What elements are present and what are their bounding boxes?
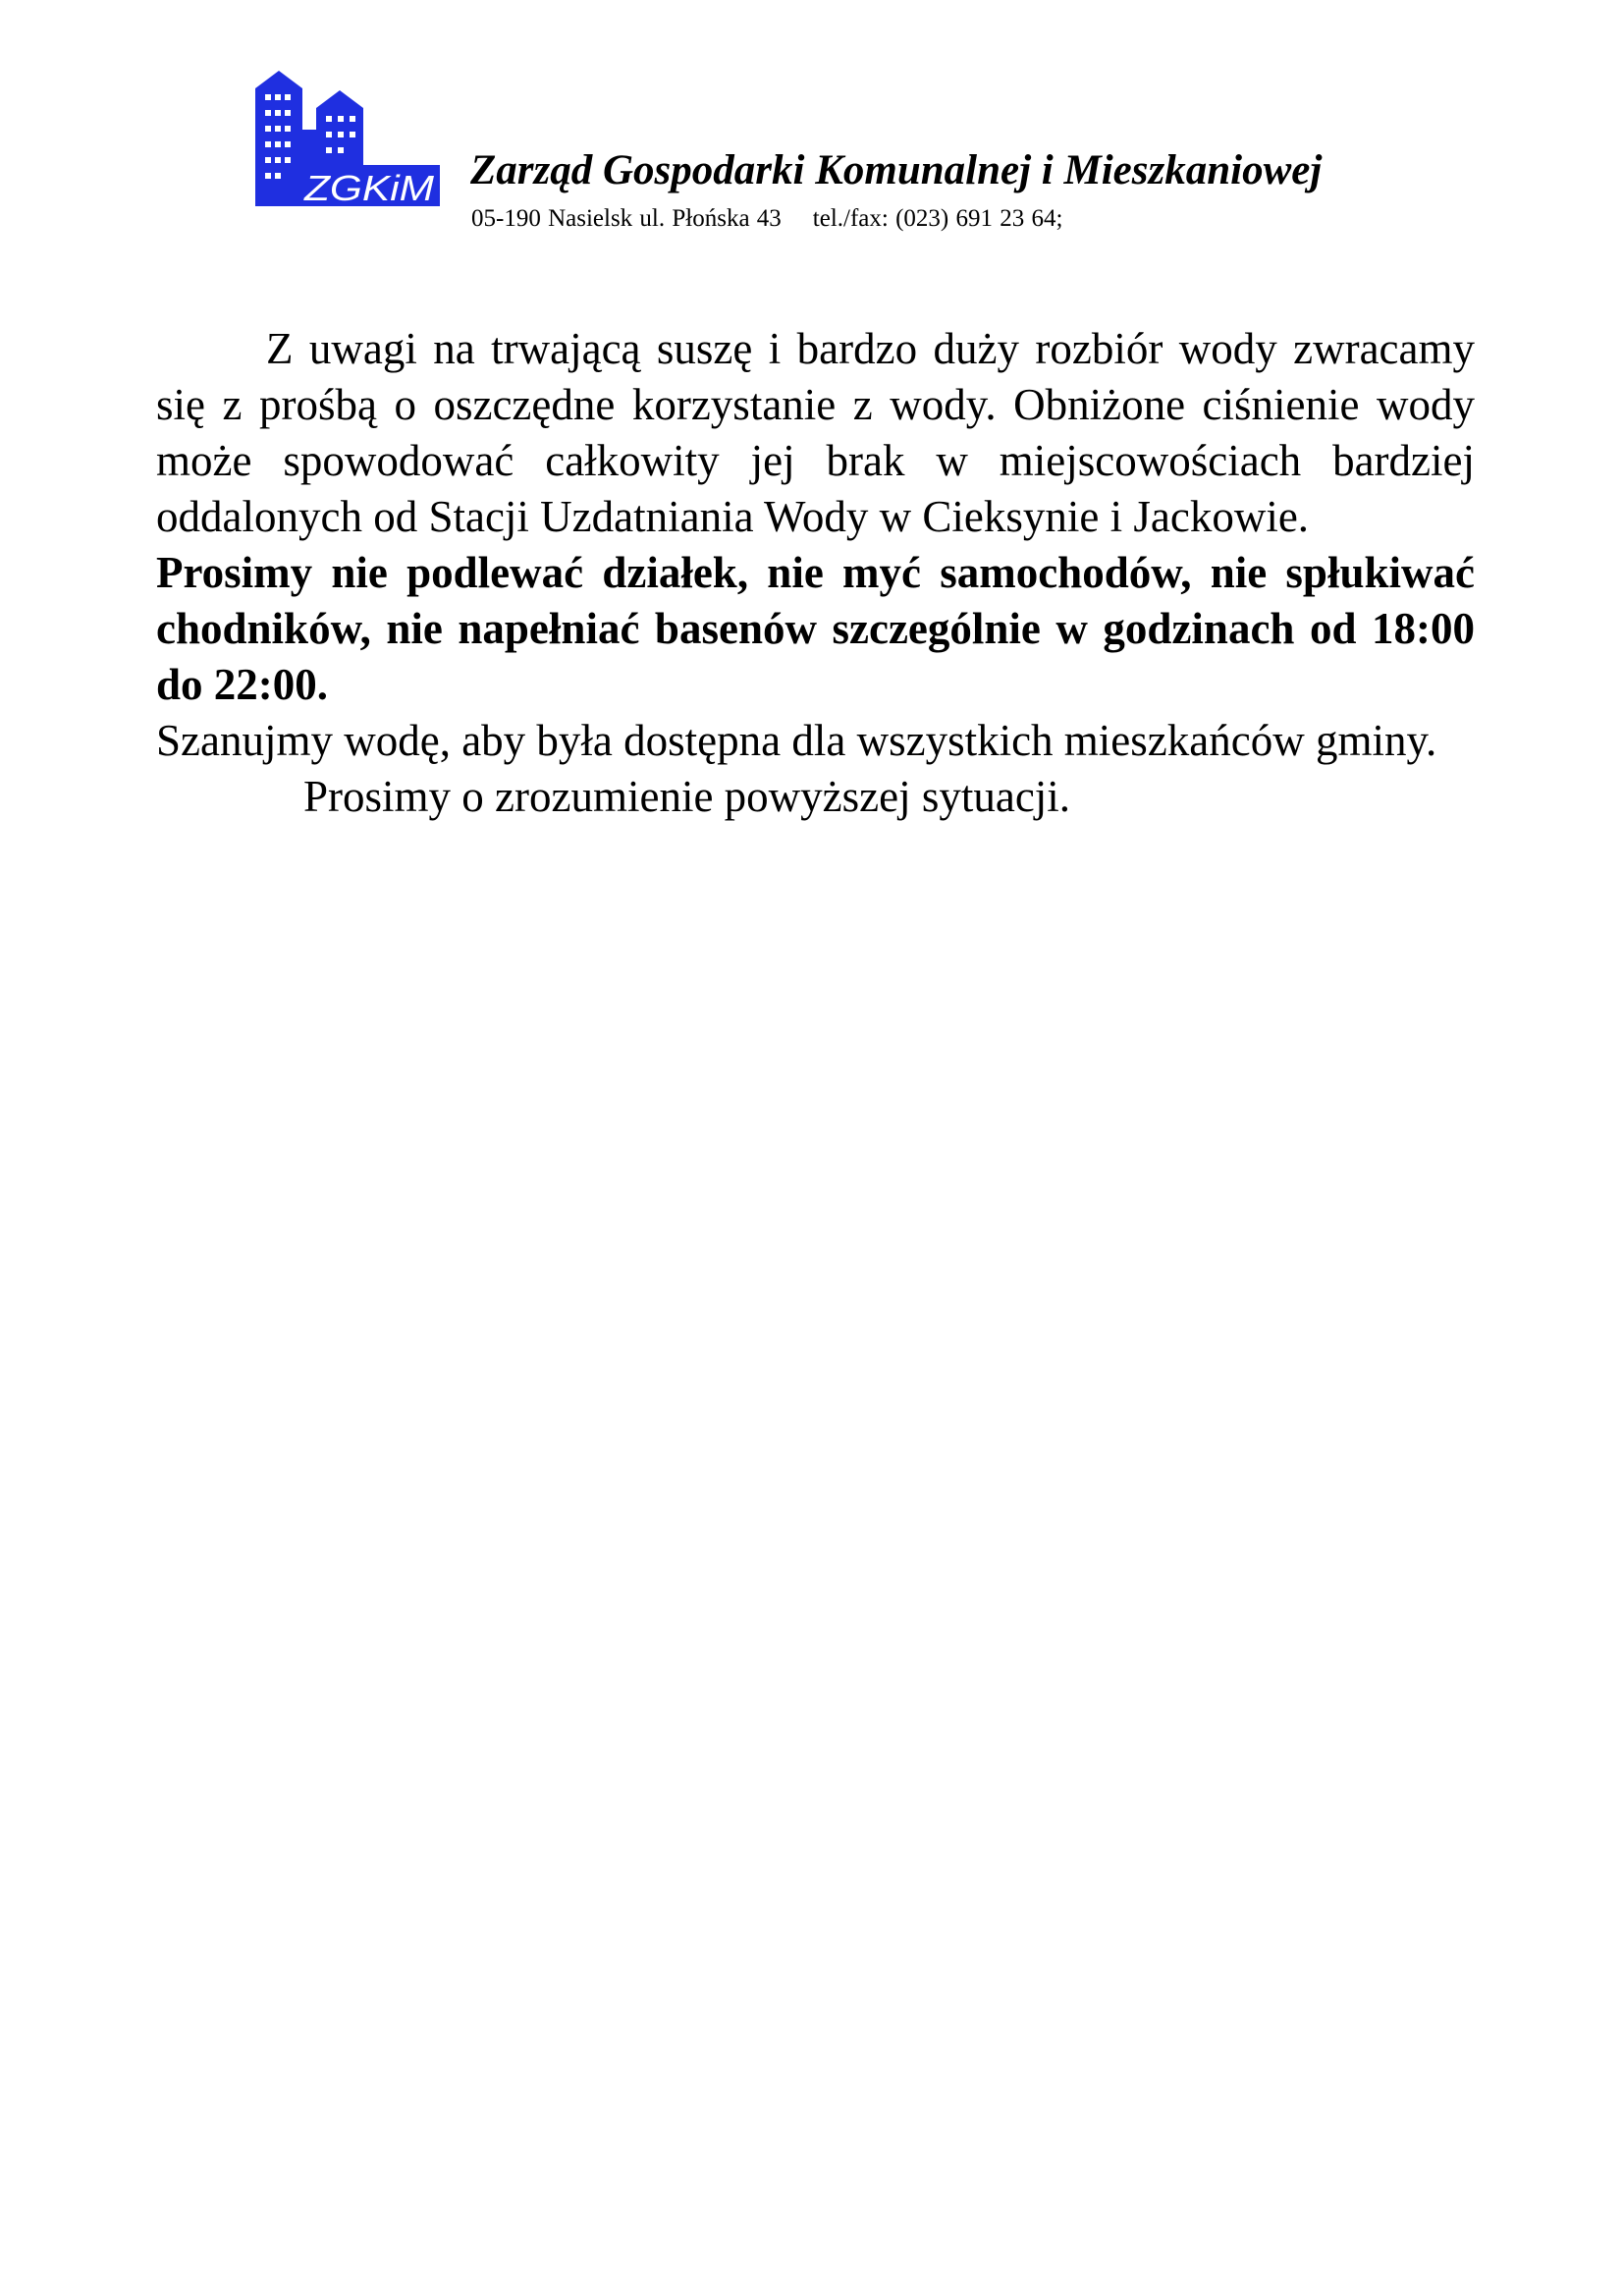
organization-contact — [471, 206, 1062, 231]
address-text: 05-190 Nasielsk ul. Płońska 43 — [471, 205, 782, 232]
notice-paragraph-intro: Z uwagi na trwającą suszę i bardzo duży rozbiór wody zwracamy się z prośbą o oszczędne korzystanie z wody. Obniżone ciśnienie wody może spowodować całkowity jej brak w miejscowościach bardziej oddalonych od Stacji Uzdatniania Wody w Cieksynie i Jackowie. — [156, 324, 1475, 541]
notice-paragraph-request: Prosimy nie podlewać działek, nie myć samochodów, nie spłukiwać chodników, nie napełniać basenów szczególnie w godzinach od 18:00 do 22:00. — [156, 548, 1475, 709]
phone-text: tel./fax: (023) 691 23 64; — [812, 205, 1063, 232]
notice-paragraph-appeal: Szanujmy wodę, aby była dostępna dla wszystkich mieszkańców gminy. — [156, 716, 1437, 765]
zgkim-logo — [247, 71, 440, 206]
notice-closing: Prosimy o zrozumienie powyższej sytuacji. — [303, 772, 1071, 821]
svg-text:ZGKiM: ZGKiM — [302, 168, 435, 206]
notice-body — [156, 321, 1475, 825]
organization-name: Zarząd Gospodarki Komunalnej i Mieszkaniowej — [470, 147, 1323, 193]
buildings-logo-icon — [247, 71, 440, 206]
